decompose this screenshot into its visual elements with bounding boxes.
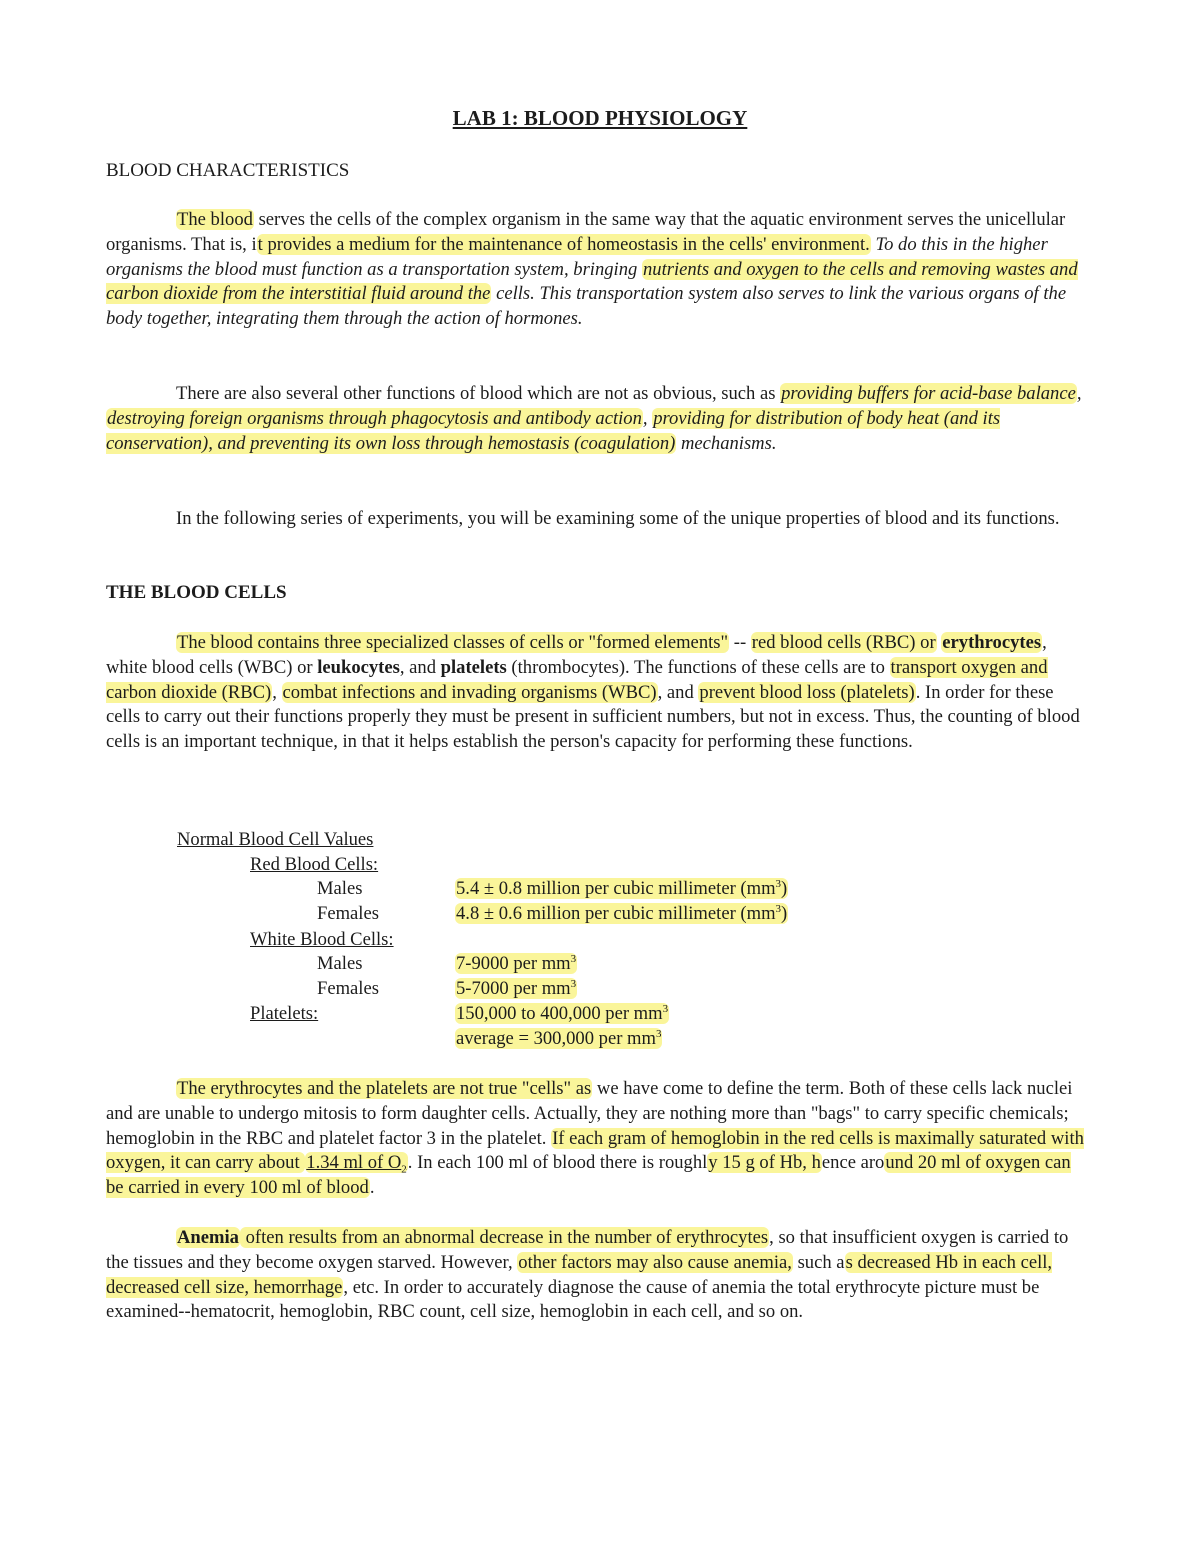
rbc-males-label: Males xyxy=(317,878,363,899)
highlight xyxy=(455,1028,662,1049)
text: 1.34 ml of O xyxy=(306,1152,402,1174)
highlight: erythrocytes xyxy=(942,632,1042,653)
text: (thrombocytes). The functions of these cells are to xyxy=(506,656,890,678)
paragraph-2 xyxy=(106,382,1091,456)
highlight: The blood xyxy=(177,209,253,230)
text: . xyxy=(369,1177,375,1199)
text: , and xyxy=(657,681,699,703)
text: . In order for these cells to carry out their functions properly they must be present in sufficient numbers, but not in excess. Thus, the counting of blood cells is an important technique, in that it helps establish the person's capacity for performing these functions. xyxy=(106,681,1080,753)
bold-text: platelets xyxy=(440,656,507,678)
text: 7-9000 per mm xyxy=(456,953,571,974)
bold-text: leukocytes xyxy=(317,656,400,678)
highlight: nutrients and oxygen to the cells and removing wastes and carbon dioxide from the interstitial fluid around the xyxy=(106,258,1078,305)
highlight xyxy=(305,1152,408,1177)
paragraph-6 xyxy=(106,1226,1091,1325)
text: ) xyxy=(781,878,788,899)
text: 150,000 to 400,000 per mm xyxy=(456,1003,663,1024)
text: There are also several other functions of blood which are not as obvious, such as xyxy=(176,383,781,404)
highlight: und 20 ml of oxygen can be carried in every 100 ml of blood xyxy=(106,1152,1071,1199)
wbc-males-label: Males xyxy=(317,953,363,974)
superscript: 3 xyxy=(570,977,577,990)
highlight xyxy=(455,878,788,899)
highlight: destroying foreign organisms through phagocytosis and antibody action xyxy=(107,407,642,429)
highlight: y 15 g of Hb, h xyxy=(708,1152,821,1174)
highlight: s decreased Hb in each cell, decreased cell size, hemorrhage xyxy=(106,1251,1053,1298)
text: , so that insufficient oxygen is carried to the tissues and they become oxygen starved. However, xyxy=(106,1227,1069,1273)
wbc-males-value xyxy=(455,953,577,975)
platelets-range-value xyxy=(455,1003,669,1025)
text: we have come to define the term. Both of these cells lack nuclei and are unable to undergo mitosis to form daughter cells. Actually, they are nothing more than "bags" to carry specific chemicals; hemoglobin in the RBC and platelet factor 3 in the platelet. xyxy=(106,1078,1073,1149)
rbc-males-value xyxy=(455,878,788,900)
highlight xyxy=(455,978,577,999)
paragraph-4 xyxy=(106,631,1091,755)
wbc-females-label: Females xyxy=(317,978,379,999)
text: 5-7000 per mm xyxy=(456,978,571,999)
text: 5.4 ± 0.8 million per cubic millimeter (mm xyxy=(456,878,776,899)
paragraph-5 xyxy=(106,1077,1091,1201)
section-heading-blood-cells: THE BLOOD CELLS xyxy=(106,582,287,603)
highlight: combat infections and invading organisms (WBC) xyxy=(282,681,657,703)
paragraph-1 xyxy=(106,208,1091,332)
superscript: 3 xyxy=(570,952,577,965)
text: serves the cells of the complex organism in the same way that the aquatic environment serves the unicellular organisms. That is, i xyxy=(106,209,1066,255)
text: , etc. In order to accurately diagnose the cause of anemia the total erythrocyte picture must be examined--hematocrit, hemoglobin, RBC count, cell size, hemoglobin in each cell, and so on. xyxy=(106,1276,1040,1323)
highlight xyxy=(455,903,788,924)
highlight: often results from an abnormal decrease in the number of erythrocytes xyxy=(240,1227,769,1248)
italic-text: , xyxy=(642,407,653,429)
highlight: red blood cells (RBC) or xyxy=(751,632,936,653)
platelets-average-value xyxy=(455,1028,662,1050)
rbc-label: Red Blood Cells: xyxy=(250,854,379,875)
italic-text: To do this in the higher organisms the blood must function as a transportation system, bringing xyxy=(106,233,1048,280)
highlight: other factors may also cause anemia, xyxy=(518,1251,792,1273)
subscript: 2 xyxy=(401,1164,407,1177)
rbc-females-label: Females xyxy=(317,903,379,924)
highlight: providing buffers for acid-base balance xyxy=(781,383,1076,404)
text: . In each 100 ml of blood there is roughl xyxy=(407,1152,708,1174)
table-heading: Normal Blood Cell Values xyxy=(177,829,374,850)
text: , xyxy=(272,681,282,703)
highlight xyxy=(455,953,577,974)
text: average = 300,000 per mm xyxy=(456,1028,656,1049)
highlight: Anemia xyxy=(177,1227,239,1248)
text: 4.8 ± 0.6 million per cubic millimeter (mm xyxy=(456,903,776,924)
wbc-label: White Blood Cells: xyxy=(250,929,394,950)
superscript: 3 xyxy=(775,902,782,915)
italic-text: , xyxy=(1076,383,1082,404)
text: -- xyxy=(729,632,751,653)
highlight xyxy=(455,1003,669,1024)
text: ) xyxy=(781,903,788,924)
italic-text: mechanisms. xyxy=(676,432,777,454)
page-title: LAB 1: BLOOD PHYSIOLOGY xyxy=(452,106,748,130)
superscript: 3 xyxy=(655,1027,662,1040)
paragraph-3: In the following series of experiments, you will be examining some of the unique properties of blood and its functions. xyxy=(176,508,1060,529)
highlight: t provides a medium for the maintenance of homeostasis in the cells' environment. xyxy=(257,233,870,255)
text: , white blood cells (WBC) or xyxy=(106,632,1047,678)
highlight: If each gram of hemoglobin in the red cells is maximally saturated with oxygen, it can carry about xyxy=(106,1127,1084,1174)
highlight: prevent blood loss (platelets) xyxy=(699,681,915,703)
superscript: 3 xyxy=(662,1002,669,1015)
text: such a xyxy=(792,1251,845,1273)
platelets-label: Platelets: xyxy=(250,1003,319,1024)
wbc-females-value xyxy=(455,978,577,1000)
highlight: providing for distribution of body heat (and its conservation), and preventing its own loss through hemostasis (coagulation) xyxy=(106,407,1001,454)
highlight: transport oxygen and carbon dioxide (RBC) xyxy=(106,656,1048,703)
rbc-females-value xyxy=(455,903,788,925)
superscript: 3 xyxy=(775,877,782,890)
text: ence aro xyxy=(821,1152,885,1174)
text: , and xyxy=(399,656,441,678)
highlight: The erythrocytes and the platelets are not true "cells" as xyxy=(177,1078,592,1099)
italic-text: cells. This transportation system also serves to link the various organs of the body together, integrating them through the action of hormones. xyxy=(106,283,1067,330)
highlight: The blood contains three specialized classes of cells or "formed elements" xyxy=(177,632,729,653)
section-heading-characteristics: BLOOD CHARACTERISTICS xyxy=(106,160,350,181)
